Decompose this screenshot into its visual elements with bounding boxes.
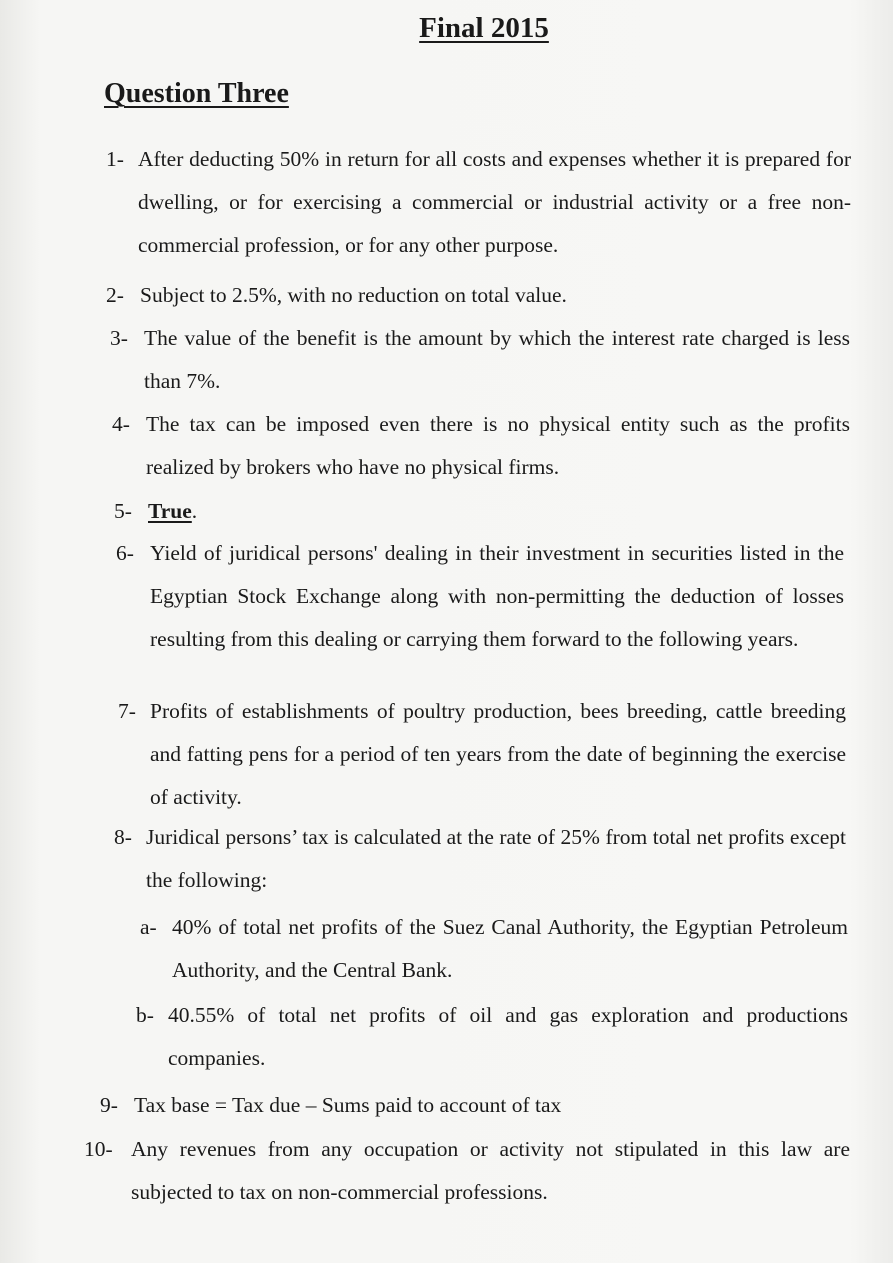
answer-text: Subject to 2.5%, with no reduction on total value. — [140, 283, 567, 307]
answer-item-9 — [100, 1084, 660, 1127]
document-title: Final 2015 — [419, 12, 549, 44]
answer-item-10 — [84, 1128, 850, 1214]
answer-text: Juridical persons’ tax is calculated at the rate of 25% from total net profits except the following: — [146, 825, 846, 892]
answer-text: Profits of establishments of poultry production, bees breeding, cattle breeding and fatting pens for a period of ten years from the date of beginning the exercise of activity. — [150, 699, 846, 809]
answer-text: The tax can be imposed even there is no physical entity such as the profits realized by brokers who have no physical firms. — [146, 412, 850, 479]
answer-item-4 — [112, 403, 850, 489]
answer-number: a- — [140, 915, 157, 939]
answer-item-1 — [106, 138, 851, 267]
answer-text: 40.55% of total net profits of oil and gas exploration and productions companies. — [168, 1003, 848, 1070]
answer-item-5 — [114, 490, 414, 533]
true-answer: True — [148, 499, 192, 523]
answer-number: 1- — [106, 147, 124, 171]
answer-period: . — [191, 499, 198, 523]
answer-text — [114, 490, 414, 533]
answer-number: 7- — [118, 699, 136, 723]
answer-number: 3- — [110, 326, 128, 350]
answer-item-6 — [116, 532, 844, 661]
answer-number: 4- — [112, 412, 130, 436]
answer-text: After deducting 50% in return for all costs and expenses whether it is prepared for dwelling, or for exercising a commercial or industrial activity or a free non-commercial profession, or for any other purpose. — [138, 147, 851, 257]
answer-number: b- — [136, 1003, 154, 1027]
answer-text: The value of the benefit is the amount by which the interest rate charged is less than 7%. — [144, 326, 850, 393]
answer-number: 8- — [114, 825, 132, 849]
answer-item-8 — [114, 816, 846, 902]
answer-text: Any revenues from any occupation or activity not stipulated in this law are subjected to tax on non-commercial professions. — [131, 1137, 850, 1204]
answer-number: 10- — [84, 1137, 113, 1161]
answer-item-8a — [140, 906, 848, 992]
answer-number: 2- — [106, 283, 124, 307]
answer-item-3 — [110, 317, 850, 403]
answer-text: Tax base = Tax due – Sums paid to account of tax — [134, 1093, 562, 1117]
answer-number: 6- — [116, 541, 134, 565]
answer-item-8b — [136, 994, 848, 1080]
answer-text: Yield of juridical persons' dealing in their investment in securities listed in the Egyptian Stock Exchange along with non-permitting the deduction of losses resulting from this dealing or carrying them forward to the following years. — [150, 541, 844, 651]
answer-item-7 — [118, 690, 846, 819]
answer-number: 9- — [100, 1093, 118, 1117]
question-heading: Question Three — [104, 78, 289, 109]
answer-item-2 — [106, 274, 851, 317]
answer-number: 5- — [114, 499, 132, 523]
answer-text: 40% of total net profits of the Suez Canal Authority, the Egyptian Petroleum Authority, and the Central Bank. — [172, 915, 848, 982]
